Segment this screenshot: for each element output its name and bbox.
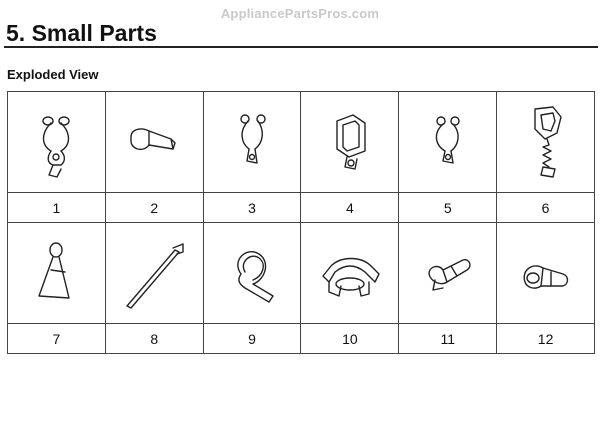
- part-cell-11[interactable]: [399, 223, 497, 324]
- parts-image-row: [8, 92, 595, 193]
- watermark: AppliancePartsPros.com: [220, 6, 380, 21]
- part-cell-4[interactable]: [301, 92, 399, 193]
- part-cell-5[interactable]: [399, 92, 497, 193]
- part-number-6: 6: [497, 193, 595, 223]
- cable-tie-icon: [109, 230, 199, 316]
- cable-clamp-icon: [501, 230, 591, 316]
- parts-number-row: [8, 324, 595, 354]
- part-cell-10[interactable]: [301, 223, 399, 324]
- wire-holder-clip-icon: [403, 99, 493, 185]
- part-number-10: 10: [301, 324, 399, 354]
- title-divider: [4, 46, 598, 48]
- wire-holder-clip-icon: [207, 99, 297, 185]
- pipe-clamp-icon: [305, 230, 395, 316]
- part-cell-7[interactable]: [8, 223, 106, 324]
- part-cell-12[interactable]: [497, 223, 595, 324]
- part-cell-3[interactable]: [203, 92, 301, 193]
- wire-spring-holder-icon: [501, 99, 591, 185]
- part-number-8: 8: [105, 324, 203, 354]
- section-title: 5. Small Parts: [6, 20, 157, 46]
- part-cell-6[interactable]: [497, 92, 595, 193]
- part-number-7: 7: [8, 324, 106, 354]
- part-number-3: 3: [203, 193, 301, 223]
- wire-hook-icon: [11, 230, 101, 316]
- part-cell-8[interactable]: [105, 223, 203, 324]
- part-number-5: 5: [399, 193, 497, 223]
- wire-saddle-icon: [305, 99, 395, 185]
- part-number-12: 12: [497, 324, 595, 354]
- part-cell-1[interactable]: [8, 92, 106, 193]
- part-cell-9[interactable]: [203, 223, 301, 324]
- part-number-1: 1: [8, 193, 106, 223]
- parts-image-row: [8, 223, 595, 324]
- part-cell-2[interactable]: [105, 92, 203, 193]
- part-number-11: 11: [399, 324, 497, 354]
- clip-holder-icon: [403, 230, 493, 316]
- cable-clamp-icon: [109, 99, 199, 185]
- part-number-2: 2: [105, 193, 203, 223]
- part-number-4: 4: [301, 193, 399, 223]
- parts-number-row: [8, 193, 595, 223]
- parts-grid: [7, 91, 595, 354]
- exploded-view-heading: Exploded View: [7, 67, 99, 82]
- part-number-9: 9: [203, 324, 301, 354]
- wire-holder-clip-icon: [11, 99, 101, 185]
- p-clamp-icon: [207, 230, 297, 316]
